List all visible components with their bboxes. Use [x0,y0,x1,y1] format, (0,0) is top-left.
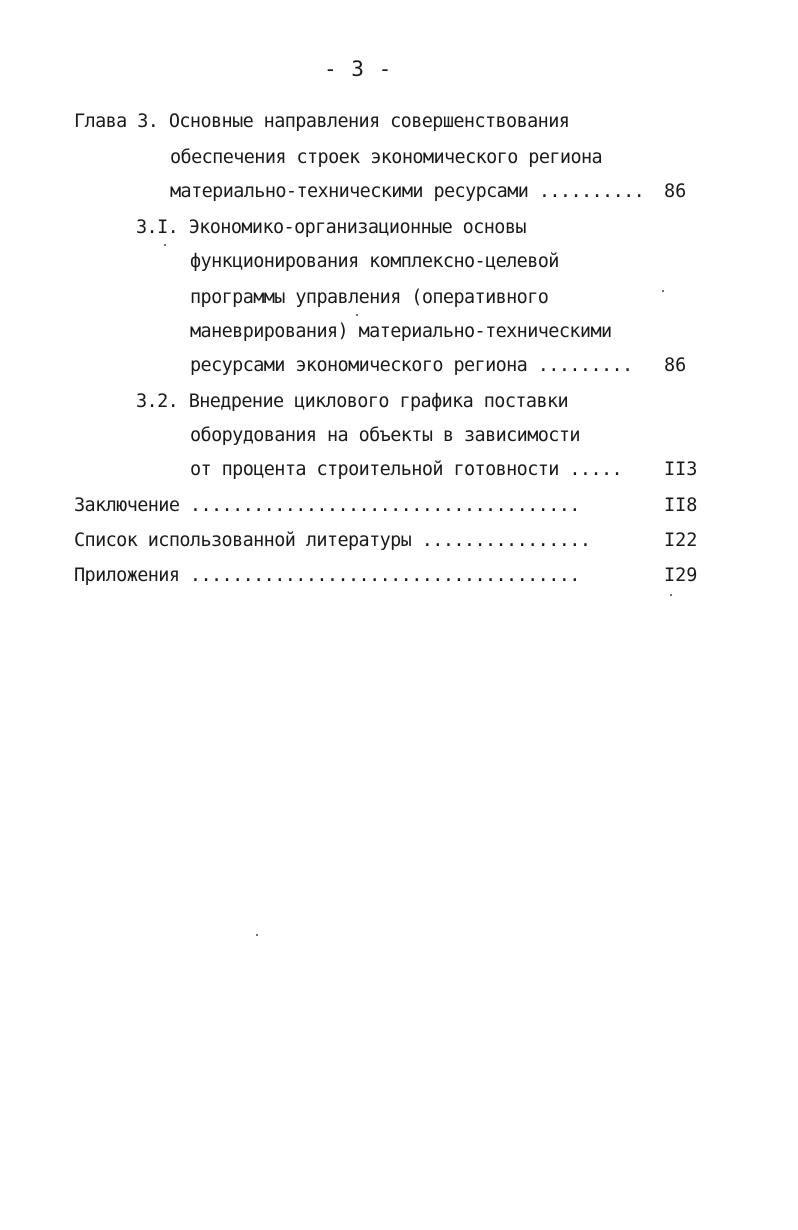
toc-section32-page: II3 [664,459,698,480]
scan-speck [164,244,166,246]
toc-chapter3-line1: Глава 3. Основные направления совершенствования [74,111,570,132]
toc-section31-line4: маневрирования) материально-техническими [190,321,612,342]
page-number-header: - 3 - [324,57,393,81]
scan-speck [256,934,258,936]
scan-speck [670,594,672,596]
toc-section32-line2: оборудования на объекты в зависимости [190,425,580,446]
toc-references-label: Список использованной литературы ................ [74,530,591,551]
toc-references-page: I22 [664,530,698,551]
toc-section32-line1: 3.2. Внедрение циклового графика поставки [136,391,569,412]
toc-chapter3-page: 86 [664,181,687,202]
toc-section31-page: 86 [664,355,687,376]
toc-section31-line2: функционирования комплексно-целевой [190,251,559,272]
toc-appendices-label: Приложения ..................................... [74,565,580,586]
toc-conclusion-label: Заключение ..................................... [74,495,580,516]
scan-speck [356,314,358,316]
scan-speck [662,290,664,292]
toc-chapter3-line2: обеспечения строек экономического региона [170,147,603,168]
toc-chapter3-line3: материально-техническими ресурсами .......... [170,181,645,202]
toc-section31-line3: программы управления (оперативного [190,287,549,308]
toc-section31-line1: 3.I. Экономико-организационные основы [136,217,526,238]
toc-appendices-page: I29 [664,565,698,586]
toc-section32-line3: от процента строительной готовности ..... [190,459,623,480]
toc-conclusion-page: II8 [664,495,698,516]
toc-section31-line5: ресурсами экономического региона ......... [190,355,633,376]
